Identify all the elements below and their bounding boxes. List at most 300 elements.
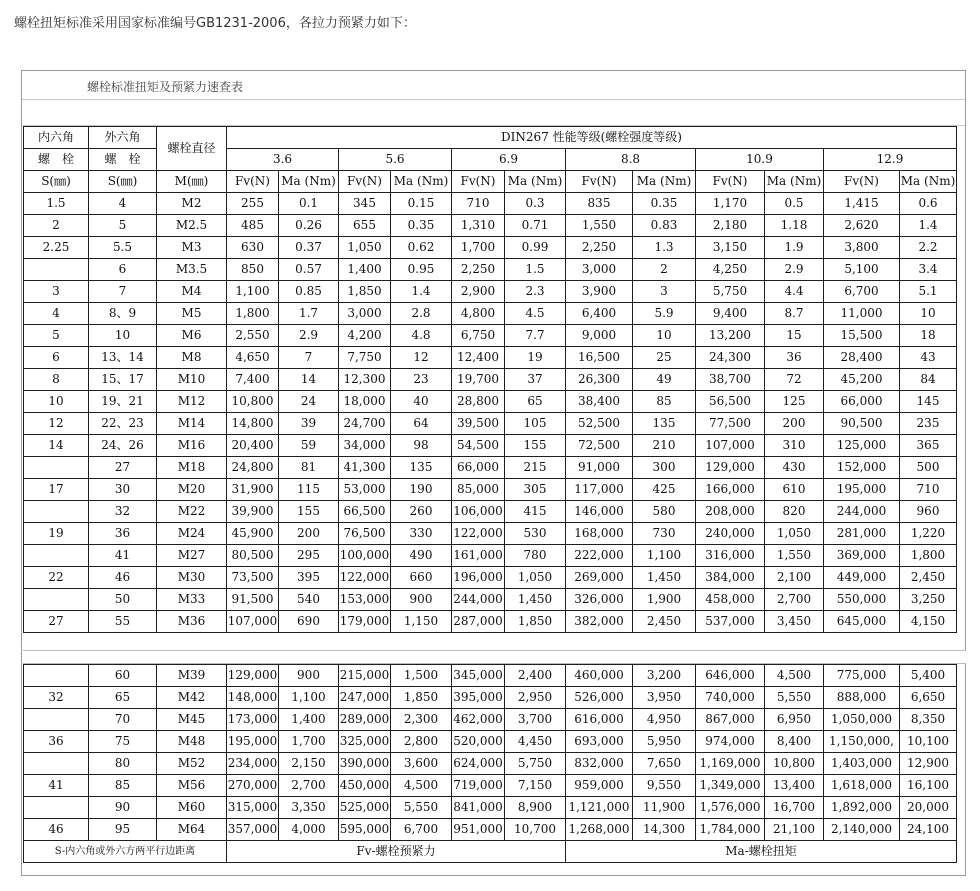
ma-cell: 155	[505, 435, 566, 457]
fv-cell: 740,000	[696, 687, 765, 709]
hex-socket-cell: 27	[24, 611, 89, 633]
ma-cell: 2,100	[765, 567, 824, 589]
hex-head-cell: 46	[89, 567, 157, 589]
footer-row	[24, 841, 957, 863]
ma-cell: 0.26	[279, 215, 339, 237]
hex-head-cell: 7	[89, 281, 157, 303]
fv-cell: 122,000	[452, 523, 505, 545]
fv-cell: 129,000	[227, 665, 279, 687]
table-row	[24, 391, 957, 413]
fv-cell: 19,700	[452, 369, 505, 391]
ma-cell: 16,100	[900, 775, 957, 797]
ma-cell: 2	[633, 259, 696, 281]
fv-cell: 9,000	[566, 325, 633, 347]
fv-cell: 34,000	[339, 435, 391, 457]
ma-cell: 5.9	[633, 303, 696, 325]
hex-socket-header-2: 螺 栓	[24, 149, 89, 171]
fv-cell: 6,400	[566, 303, 633, 325]
din-grade-header: DIN267 性能等级(螺栓强度等级)	[227, 127, 957, 149]
fv-cell: 1,150,000,	[824, 731, 900, 753]
ma-header: Ma (Nm)	[900, 171, 957, 193]
ma-cell: 4.8	[391, 325, 452, 347]
ma-cell: 1,450	[633, 567, 696, 589]
bolt-size-cell: M2.5	[157, 215, 227, 237]
fv-cell: 719,000	[452, 775, 505, 797]
ma-cell: 0.5	[765, 193, 824, 215]
fv-cell: 11,000	[824, 303, 900, 325]
grade-header: 6.9	[452, 149, 566, 171]
table-row	[24, 567, 957, 589]
ma-cell: 5,550	[391, 797, 452, 819]
fv-cell: 10,800	[227, 391, 279, 413]
fv-cell: 382,000	[566, 611, 633, 633]
ma-cell: 430	[765, 457, 824, 479]
table-row	[24, 709, 957, 731]
bolt-unit: M(㎜)	[157, 171, 227, 193]
table-row	[24, 369, 957, 391]
fv-cell: 325,000	[339, 731, 391, 753]
fv-cell: 173,000	[227, 709, 279, 731]
ma-cell: 125	[765, 391, 824, 413]
table-row	[24, 611, 957, 633]
ma-cell: 98	[391, 435, 452, 457]
ma-cell: 2,450	[633, 611, 696, 633]
fv-cell: 73,500	[227, 567, 279, 589]
ma-cell: 2,300	[391, 709, 452, 731]
ma-cell: 14	[279, 369, 339, 391]
ma-cell: 85	[633, 391, 696, 413]
table-row	[24, 775, 957, 797]
bolt-size-cell: M56	[157, 775, 227, 797]
fv-cell: 45,900	[227, 523, 279, 545]
ma-cell: 210	[633, 435, 696, 457]
fv-cell: 269,000	[566, 567, 633, 589]
ma-cell: 21,100	[765, 819, 824, 841]
bolt-size-cell: M2	[157, 193, 227, 215]
ma-header: Ma (Nm)	[279, 171, 339, 193]
bolt-size-cell: M48	[157, 731, 227, 753]
ma-cell: 0.83	[633, 215, 696, 237]
hex-socket-cell	[24, 545, 89, 567]
hex-head-cell: 10	[89, 325, 157, 347]
ma-cell: 0.37	[279, 237, 339, 259]
ma-cell: 3,250	[900, 589, 957, 611]
table-row	[24, 501, 957, 523]
ma-cell: 490	[391, 545, 452, 567]
fv-cell: 24,300	[696, 347, 765, 369]
table-row	[24, 797, 957, 819]
hex-socket-cell: 10	[24, 391, 89, 413]
fv-cell: 80,500	[227, 545, 279, 567]
fv-cell: 12,400	[452, 347, 505, 369]
fv-header: Fv(N)	[566, 171, 633, 193]
ma-cell: 295	[279, 545, 339, 567]
table-row	[24, 731, 957, 753]
ma-cell: 16,700	[765, 797, 824, 819]
fv-cell: 107,000	[696, 435, 765, 457]
ma-cell: 5,400	[900, 665, 957, 687]
ma-cell: 155	[279, 501, 339, 523]
fv-cell: 1,403,000	[824, 753, 900, 775]
header-rows	[24, 127, 957, 193]
ma-cell: 1,220	[900, 523, 957, 545]
ma-cell: 1.5	[505, 259, 566, 281]
bolt-diameter-header: 螺栓直径	[157, 127, 227, 171]
ma-cell: 2,700	[279, 775, 339, 797]
ma-cell: 0.6	[900, 193, 957, 215]
ma-cell: 43	[900, 347, 957, 369]
ma-cell: 11,900	[633, 797, 696, 819]
ma-cell: 115	[279, 479, 339, 501]
fv-cell: 2,250	[566, 237, 633, 259]
fv-cell: 646,000	[696, 665, 765, 687]
fv-cell: 215,000	[339, 665, 391, 687]
fv-cell: 195,000	[227, 731, 279, 753]
ma-cell: 395	[279, 567, 339, 589]
ma-cell: 2.9	[279, 325, 339, 347]
fv-cell: 5,100	[824, 259, 900, 281]
ma-cell: 0.1	[279, 193, 339, 215]
blank-row	[22, 100, 965, 126]
fv-header: Fv(N)	[339, 171, 391, 193]
ma-cell: 4,000	[279, 819, 339, 841]
fv-cell: 624,000	[452, 753, 505, 775]
ma-cell: 690	[279, 611, 339, 633]
ma-cell: 3,600	[391, 753, 452, 775]
hex-head-cell: 36	[89, 523, 157, 545]
hex-socket-cell	[24, 753, 89, 775]
fv-cell: 693,000	[566, 731, 633, 753]
ma-cell: 1,100	[633, 545, 696, 567]
table-title: 螺栓标准扭矩及预紧力速查表	[87, 80, 244, 94]
fv-cell: 4,250	[696, 259, 765, 281]
spreadsheet-frame	[21, 70, 966, 876]
grade-header: 10.9	[696, 149, 824, 171]
fv-cell: 100,000	[339, 545, 391, 567]
hex-socket-cell: 8	[24, 369, 89, 391]
fv-cell: 270,000	[227, 775, 279, 797]
fv-cell: 1,050	[339, 237, 391, 259]
fv-cell: 841,000	[452, 797, 505, 819]
fv-cell: 850	[227, 259, 279, 281]
ma-cell: 2.3	[505, 281, 566, 303]
ma-cell: 105	[505, 413, 566, 435]
bolt-size-cell: M4	[157, 281, 227, 303]
fv-cell: 450,000	[339, 775, 391, 797]
ma-cell: 710	[900, 479, 957, 501]
ma-cell: 8,350	[900, 709, 957, 731]
table-row	[24, 281, 957, 303]
fv-cell: 1,121,000	[566, 797, 633, 819]
hex-head-cell: 30	[89, 479, 157, 501]
fv-cell: 129,000	[696, 457, 765, 479]
fv-cell: 152,000	[824, 457, 900, 479]
ma-cell: 215	[505, 457, 566, 479]
ma-cell: 2,400	[505, 665, 566, 687]
ma-header: Ma (Nm)	[633, 171, 696, 193]
fv-cell: 168,000	[566, 523, 633, 545]
ma-cell: 2,800	[391, 731, 452, 753]
ma-cell: 8,400	[765, 731, 824, 753]
ma-header: Ma (Nm)	[765, 171, 824, 193]
title-row	[22, 71, 965, 100]
ma-cell: 1,050	[505, 567, 566, 589]
ma-cell: 10	[633, 325, 696, 347]
ma-cell: 10,800	[765, 753, 824, 775]
ma-cell: 610	[765, 479, 824, 501]
fv-cell: 45,200	[824, 369, 900, 391]
ma-cell: 40	[391, 391, 452, 413]
data-rows-upper	[24, 193, 957, 633]
fv-cell: 4,200	[339, 325, 391, 347]
ma-cell: 6,700	[391, 819, 452, 841]
ma-cell: 135	[633, 413, 696, 435]
bolt-size-cell: M6	[157, 325, 227, 347]
bolt-size-cell: M36	[157, 611, 227, 633]
ma-cell: 7	[279, 347, 339, 369]
hex-head-cell: 5.5	[89, 237, 157, 259]
fv-cell: 2,620	[824, 215, 900, 237]
fv-cell: 9,400	[696, 303, 765, 325]
fv-cell: 24,800	[227, 457, 279, 479]
fv-cell: 395,000	[452, 687, 505, 709]
fv-cell: 16,500	[566, 347, 633, 369]
ma-cell: 24	[279, 391, 339, 413]
hex-head-cell: 60	[89, 665, 157, 687]
hex-head-header-2: 螺 栓	[89, 149, 157, 171]
fv-cell: 655	[339, 215, 391, 237]
fv-cell: 3,000	[566, 259, 633, 281]
ma-cell: 0.57	[279, 259, 339, 281]
fv-cell: 91,000	[566, 457, 633, 479]
fv-cell: 161,000	[452, 545, 505, 567]
ma-cell: 0.35	[633, 193, 696, 215]
table-row	[24, 687, 957, 709]
ma-cell: 0.99	[505, 237, 566, 259]
ma-cell: 310	[765, 435, 824, 457]
fv-cell: 77,500	[696, 413, 765, 435]
fv-cell: 867,000	[696, 709, 765, 731]
hex-socket-cell: 3	[24, 281, 89, 303]
fv-cell: 537,000	[696, 611, 765, 633]
ma-cell: 4,150	[900, 611, 957, 633]
fv-cell: 66,500	[339, 501, 391, 523]
hex-head-cell: 24、26	[89, 435, 157, 457]
bolt-size-cell: M24	[157, 523, 227, 545]
ma-cell: 7,650	[633, 753, 696, 775]
fv-cell: 148,000	[227, 687, 279, 709]
fv-cell: 72,500	[566, 435, 633, 457]
fv-cell: 550,000	[824, 589, 900, 611]
fv-cell: 959,000	[566, 775, 633, 797]
bolt-size-cell: M60	[157, 797, 227, 819]
ma-cell: 84	[900, 369, 957, 391]
ma-cell: 0.95	[391, 259, 452, 281]
fv-cell: 76,500	[339, 523, 391, 545]
ma-cell: 2.9	[765, 259, 824, 281]
fv-cell: 3,150	[696, 237, 765, 259]
hex-head-cell: 5	[89, 215, 157, 237]
fv-cell: 710	[452, 193, 505, 215]
hex-socket-cell: 2.25	[24, 237, 89, 259]
ma-cell: 14,300	[633, 819, 696, 841]
bolt-size-cell: M27	[157, 545, 227, 567]
ma-cell: 10	[900, 303, 957, 325]
ma-cell: 12	[391, 347, 452, 369]
fv-cell: 832,000	[566, 753, 633, 775]
ma-cell: 145	[900, 391, 957, 413]
ma-cell: 3,200	[633, 665, 696, 687]
ma-cell: 4,450	[505, 731, 566, 753]
ma-cell: 1,050	[765, 523, 824, 545]
torque-table-lower	[23, 664, 957, 863]
grade-header: 8.8	[566, 149, 696, 171]
grade-header: 12.9	[824, 149, 957, 171]
ma-cell: 900	[279, 665, 339, 687]
fv-cell: 1,550	[566, 215, 633, 237]
grade-header: 3.6	[227, 149, 339, 171]
ma-cell: 580	[633, 501, 696, 523]
fv-cell: 166,000	[696, 479, 765, 501]
hex-head-cell: 90	[89, 797, 157, 819]
fv-cell: 462,000	[452, 709, 505, 731]
ma-cell: 1.4	[391, 281, 452, 303]
ma-cell: 1,450	[505, 589, 566, 611]
hex-socket-cell: 17	[24, 479, 89, 501]
ma-cell: 23	[391, 369, 452, 391]
fv-cell: 56,500	[696, 391, 765, 413]
fv-cell: 13,200	[696, 325, 765, 347]
hex-head-cell: 50	[89, 589, 157, 611]
ma-cell: 0.35	[391, 215, 452, 237]
hex-socket-cell: 4	[24, 303, 89, 325]
ma-cell: 12,900	[900, 753, 957, 775]
fv-cell: 316,000	[696, 545, 765, 567]
hex-socket-cell: 19	[24, 523, 89, 545]
table-row	[24, 589, 957, 611]
ma-cell: 49	[633, 369, 696, 391]
fv-cell: 775,000	[824, 665, 900, 687]
fv-cell: 255	[227, 193, 279, 215]
ma-cell: 365	[900, 435, 957, 457]
ma-cell: 330	[391, 523, 452, 545]
fv-cell: 326,000	[566, 589, 633, 611]
ma-cell: 72	[765, 369, 824, 391]
ma-cell: 300	[633, 457, 696, 479]
fv-cell: 390,000	[339, 753, 391, 775]
hex-socket-cell	[24, 589, 89, 611]
fv-cell: 125,000	[824, 435, 900, 457]
fv-cell: 4,800	[452, 303, 505, 325]
bolt-size-cell: M22	[157, 501, 227, 523]
fv-cell: 1,850	[339, 281, 391, 303]
ma-cell: 7.7	[505, 325, 566, 347]
fv-cell: 20,400	[227, 435, 279, 457]
ma-cell: 305	[505, 479, 566, 501]
hex-head-header: 外六角	[89, 127, 157, 149]
hex-socket-unit: S(㎜)	[24, 171, 89, 193]
ma-cell: 820	[765, 501, 824, 523]
fv-cell: 24,700	[339, 413, 391, 435]
hex-head-cell: 95	[89, 819, 157, 841]
fv-cell: 974,000	[696, 731, 765, 753]
fv-cell: 1,268,000	[566, 819, 633, 841]
fv-note: Fv-螺栓预紧力	[227, 841, 566, 863]
hex-head-cell: 27	[89, 457, 157, 479]
ma-cell: 3,700	[505, 709, 566, 731]
fv-cell: 240,000	[696, 523, 765, 545]
fv-cell: 1,170	[696, 193, 765, 215]
ma-cell: 39	[279, 413, 339, 435]
fv-cell: 6,750	[452, 325, 505, 347]
ma-cell: 1.3	[633, 237, 696, 259]
data-rows-lower	[24, 665, 957, 841]
bolt-size-cell: M3.5	[157, 259, 227, 281]
ma-cell: 3.4	[900, 259, 957, 281]
fv-cell: 179,000	[339, 611, 391, 633]
fv-cell: 66,000	[824, 391, 900, 413]
fv-cell: 39,500	[452, 413, 505, 435]
ma-cell: 37	[505, 369, 566, 391]
ma-cell: 13,400	[765, 775, 824, 797]
fv-cell: 595,000	[339, 819, 391, 841]
fv-cell: 1,310	[452, 215, 505, 237]
bolt-size-cell: M8	[157, 347, 227, 369]
ma-cell: 6,650	[900, 687, 957, 709]
fv-cell: 1,050,000	[824, 709, 900, 731]
fv-cell: 28,800	[452, 391, 505, 413]
fv-cell: 39,900	[227, 501, 279, 523]
table-row	[24, 665, 957, 687]
table-row	[24, 479, 957, 501]
fv-cell: 53,000	[339, 479, 391, 501]
hex-head-cell: 55	[89, 611, 157, 633]
fv-cell: 196,000	[452, 567, 505, 589]
table-row	[24, 237, 957, 259]
fv-cell: 107,000	[227, 611, 279, 633]
fv-cell: 52,500	[566, 413, 633, 435]
fv-cell: 345	[339, 193, 391, 215]
ma-cell: 5,550	[765, 687, 824, 709]
ma-cell: 20,000	[900, 797, 957, 819]
fv-cell: 28,400	[824, 347, 900, 369]
bolt-size-cell: M14	[157, 413, 227, 435]
ma-cell: 9,550	[633, 775, 696, 797]
fv-cell: 6,700	[824, 281, 900, 303]
ma-cell: 190	[391, 479, 452, 501]
fv-cell: 287,000	[452, 611, 505, 633]
torque-table-upper	[23, 126, 957, 633]
hex-head-cell: 85	[89, 775, 157, 797]
ma-cell: 1,850	[505, 611, 566, 633]
table-row	[24, 325, 957, 347]
bolt-size-cell: M52	[157, 753, 227, 775]
fv-cell: 146,000	[566, 501, 633, 523]
ma-cell: 260	[391, 501, 452, 523]
fv-cell: 951,000	[452, 819, 505, 841]
ma-cell: 0.3	[505, 193, 566, 215]
hex-socket-cell	[24, 797, 89, 819]
ma-cell: 59	[279, 435, 339, 457]
ma-cell: 36	[765, 347, 824, 369]
ma-cell: 1,900	[633, 589, 696, 611]
fv-cell: 616,000	[566, 709, 633, 731]
hex-socket-cell: 32	[24, 687, 89, 709]
fv-header: Fv(N)	[696, 171, 765, 193]
ma-cell: 500	[900, 457, 957, 479]
fv-cell: 1,576,000	[696, 797, 765, 819]
table-row	[24, 523, 957, 545]
